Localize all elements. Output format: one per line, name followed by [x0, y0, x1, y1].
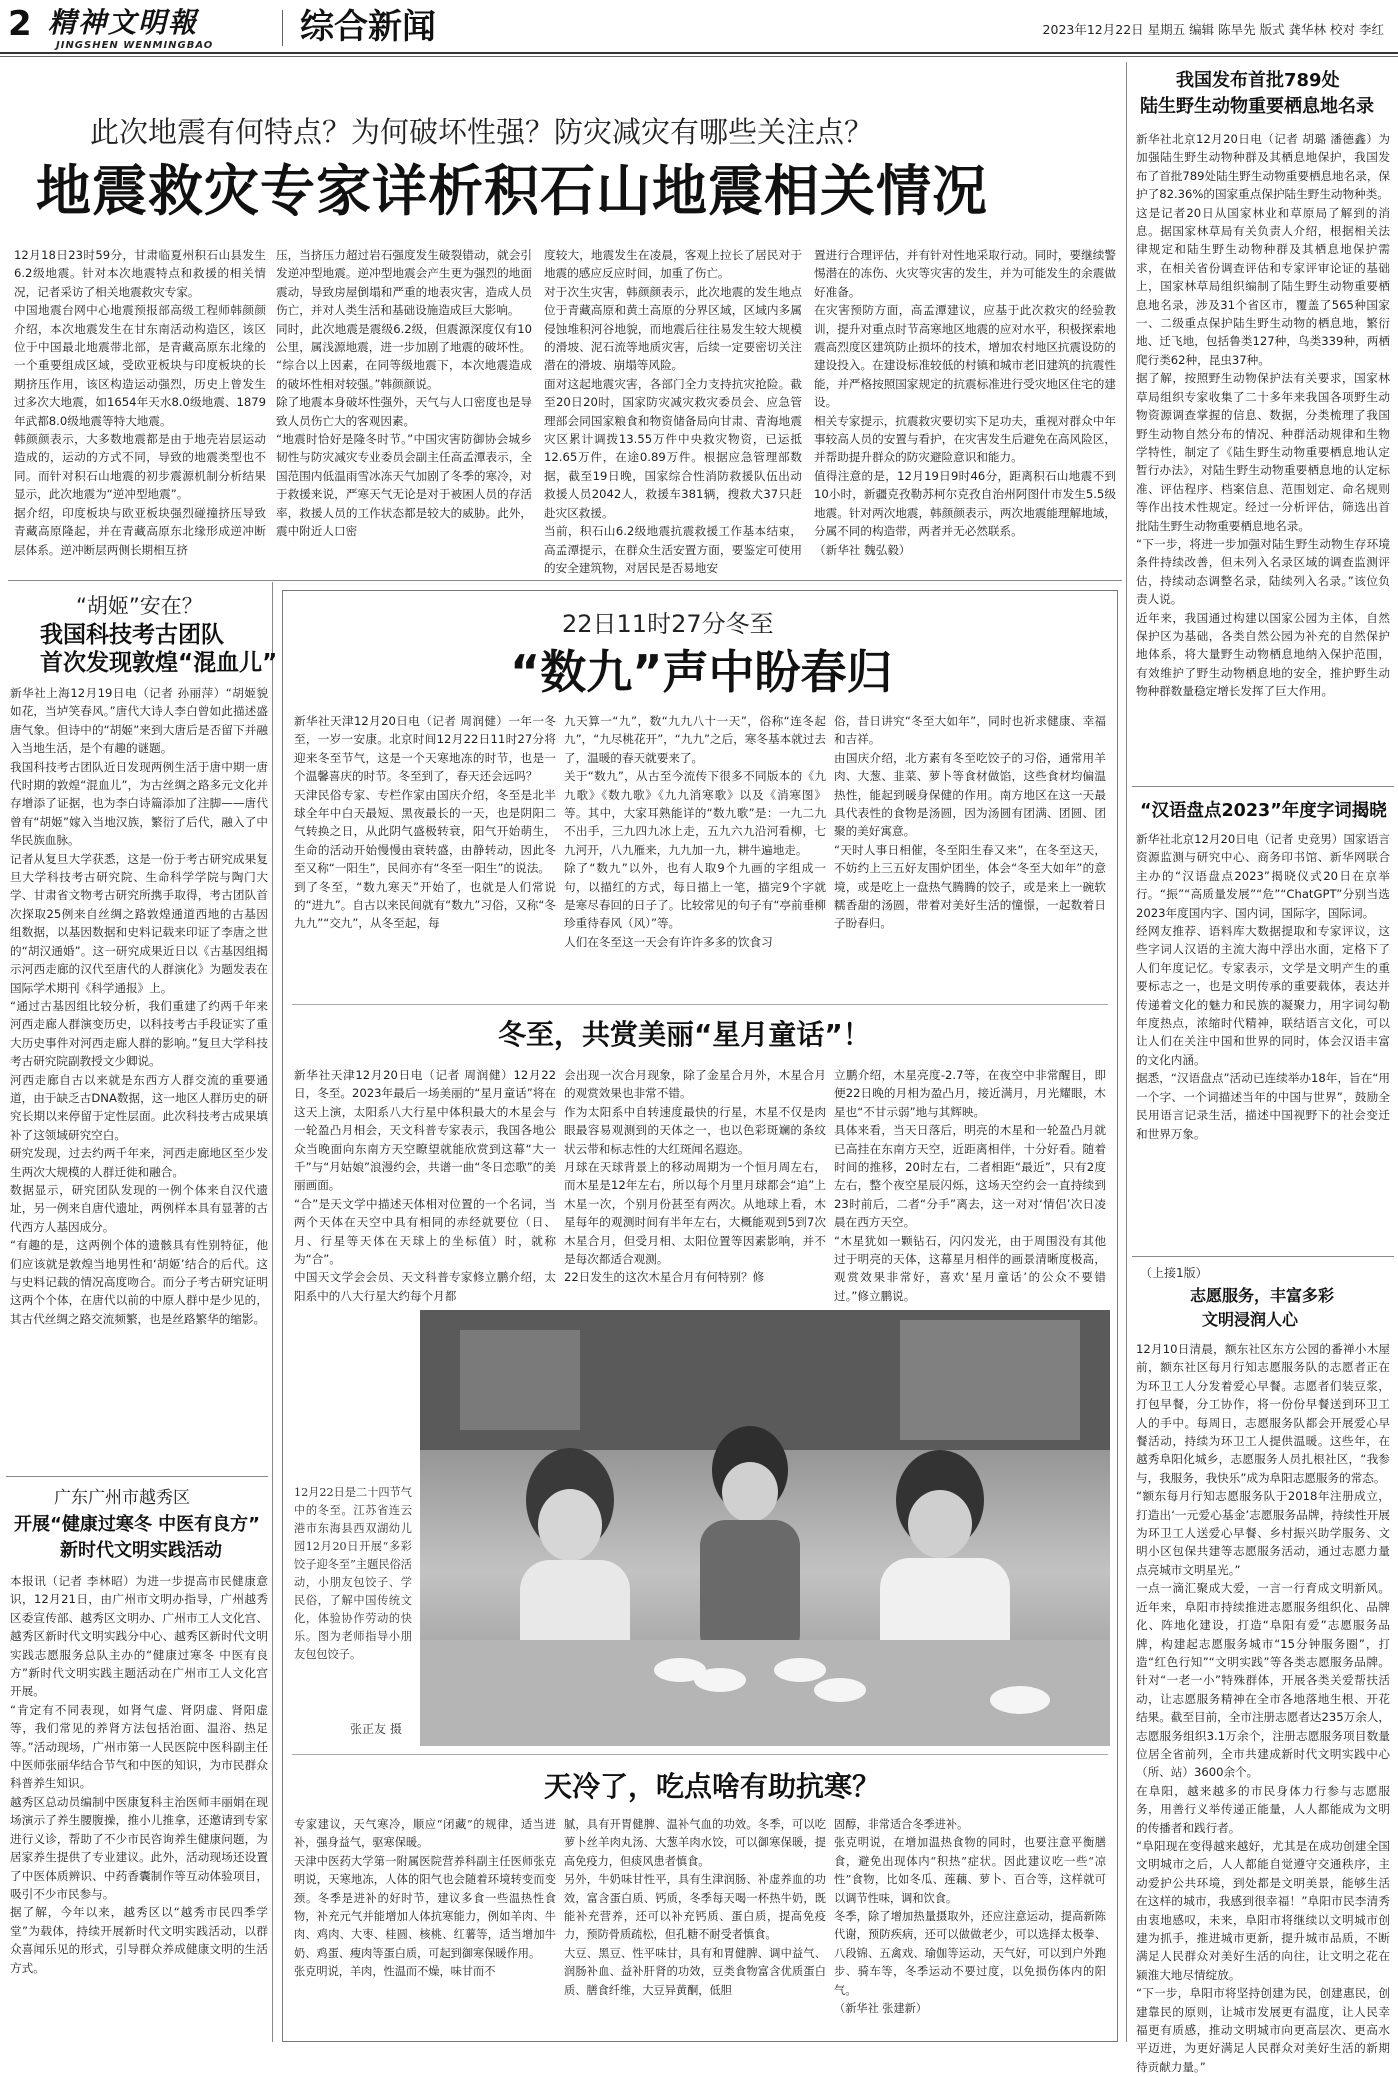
wildlife-title-2: 陆生野生动物重要栖息地名录	[1140, 96, 1374, 117]
lead-column-3: 度较大，地震发生在凌晨，客观上拉长了居民对于地震的感应反应时间，加重了伤亡。 对于次生灾害，韩颜颜表示，此次地震的发生地点位于青藏高原和黄土高原的分界区域，区域内多属侵蚀堆积河谷地貌，而地震后往往易发生较大规模的滑坡、泥石流等地质灾害，后续一定要密切关注潜在的滑坡、崩塌等风险。 面对这起地震灾害，各部门全力支持抗灾抢险。截至20日20时，国家防灾减灾救灾委员会、应急管理部会同国家粮食和物资储备局向甘肃、青海地震灾区累计调拨13.55万件中央救灾物资，已运抵12.65万件，在途0.89万件。根据应急管理部数据，截至19日晚，国家综合性消防救援队伍出动救援人员2042人，救援车381辆，搜救犬37只赶赴灾区救援。 当前，积石山6.2级地震抗震救援工作基本结束，高孟潭提示，在群众生活安置方面，要鉴定可使用的安全建筑物，对居民是否易地安	[544, 248, 802, 575]
shujiu-column-3: 俗，昔日讲究“冬至大如年”，同时也祈求健康、幸福和吉祥。 由国庆介绍，北方素有冬至吃饺子的习俗，通常用羊肉、大葱、韭菜、萝卜等食材做馅，这些食材均偏温热性，能起到暖身保健的作用。南方地区在这一天最具代表性的食物是汤圆，因为汤圆有团满、团圆、团聚的美好寓意。 “天时人事日相催，冬至阳生春又来”，在冬至这天，不妨约上三五好友围炉团坐，体会“冬至大如年”的意境，或是吃上一盘热气腾腾的饺子，或是来上一碗软糯香甜的汤圆，带着对美好生活的憧憬，一起数着日子盼春归。	[834, 714, 1106, 931]
xingyue-column-2: 会出现一次合月现象，除了金星合月外，木星合月的观赏效果也非常不错。 作为太阳系中自转速度最快的行星，木星不仅是肉眼最容易观测到的天体之一，也以色彩斑斓的条纹状云带和标志性的大红斑闻名遐迩。 月球在天球背景上的移动周期为一个恒月周左右，而木星是12年左右，所以每个月里月球都会“追”上木星一次，个别月份甚至有两次。从地球上看，木星每年的观测时间有半年左右，大概能观到5到7次木星合月，但受月相、太阳位置等因素影响，并不是每次都适合观测。 22日发生的这次木星合月有何特别？修	[564, 1068, 826, 1285]
photo-illustration	[420, 1310, 1110, 1746]
lead-column-4: 置进行合理评估，并有针对性地采取行动。同时，要继续警惕潜在的冻伤、火灾等灾害的发生，并为可能发生的余震做好准备。 在灾害预防方面，高孟潭建议，应基于此次救灾的经验教训，提升对重点时节高寒地区地震的应对水平，积极探索地震高烈度区建筑防止损坏的技术，增加农村地区抗震设防的建设投入。在建设标准较低的村镇和城市老旧建筑的抗震性能，并严格按照国家规定的抗震标准进行受灾地区住宅的建设。 相关专家提示，抗震救灾要切实下足功夫，重视对群众中年事较高人员的安置与看护，在灾害发生后避免在高风险区，并帮助提升群众的防灾避险意识和能力。 值得注意的是，12月19日9时46分，距离积石山地震不到10小时，新疆克孜勒苏柯尔克孜自治州阿图什市发生5.5级地震。针对两次地震，韩颜颜表示，两次地震能理解地域，分属不同的构造带，两者并无必然联系。 （新华社 魏弘毅）	[814, 248, 1116, 557]
masthead-pinyin: JINGSHEN WENMINGBAO	[56, 40, 214, 51]
volunteer-title-1: 志愿服务，丰富多彩	[1190, 1286, 1335, 1305]
xingyue-column-1: 新华社天津12月20日电（记者 周润健）12月22日，冬至。2023年最后一场美丽的“星月童话”将在这天上演，太阳系八大行星中体积最大的木星会与一轮盈凸月相会，天文科普专家表示，我国各地公众当晚面向东南方天空瞭望就能欣赏到这幕“大一千”与“月姑娘”浪漫约会，共谱一曲“冬日恋歌”的美丽画面。 “合”是天文学中描述天体相对位置的一个名词，当两个天体在天空中具有相同的赤经就要位（日、月、行星等天体在天球上的坐标值）时，就称为“合”。 中国天文学会会员、天文科普专家修立鹏介绍，太阳系中的八大行星大约每个月都	[294, 1068, 556, 1303]
lead-column-1: 12月18日23时59分，甘肃临夏州积石山县发生6.2级地震。针对本次地震特点和救援的相关情况，记者采访了相关地震救灾专家。 中国地震台网中心地震预报部高级工程师韩颜颜介绍，本次地震发生在甘东南活动构造区，该区位于中国最北地震带北部，是青藏高原东北缘的一个重要组成区域，受欧亚板块与印度板块的长期挤压作用，该区构造运动强烈，历史上曾发生过多次大地震，如1654年天水8.0级地震、1879年武都8.0级地震等特大地震。 韩颜颜表示，大多数地震都是由于地壳岩层运动造成的，运动的方式不同，导致的地震类型也不同。而针对积石山地震的初步震源机制分析结果显示，此次地震为“逆冲型地震”。 据介绍，印度板块与欧亚板块强烈碰撞挤压导致青藏高原隆起，并在青藏高原东北缘形成逆冲断层体系。逆冲断层两侧长期相互挤	[14, 248, 266, 557]
lead-headline: 地震救灾专家详析积石山地震相关情况	[36, 159, 989, 223]
shujiu-kicker: 22日11时27分冬至	[562, 610, 774, 638]
kanghan-column-2: 腻，具有开胃健脾、温补气血的功效。冬季，可以吃萝卜丝羊肉丸汤、大葱羊肉水饺，可以御寒保暖，提高免疫力，但痰风患者慎食。 另外，牛奶味甘性平，具有生津润肠、补虚养血的功效，富含蛋白质、钙质，冬季每天喝一杯热牛奶，既能补充营养，还可以补充钙质、蛋白质，提高免疫力，预防骨质疏松，但孔糖不耐受者慎食。 大豆、黑豆、性平味甘，具有和胃健脾、调中益气、润肠补血、益补肝肾的功效，豆类食物富含优质蛋白质、膳食纤维，大豆异黄酮，低胆	[564, 1818, 826, 1997]
xingyue-headline: 冬至，共赏美丽“星月童话”！	[498, 1018, 871, 1051]
yx-body: 本报讯（记者 李林昭）为进一步提高市民健康意识，12月21日，由广州市文明办指导，广州越秀区委宣传部、越秀区文明办、广州市工人文化宫、越秀区新时代文明实践分中心、越秀区新时代文明实践志愿服务总队主办的“健康过寒冬 中医有良方”新时代文明实践主题活动在广州市工人文化宫开展。 “肯定有不同表现，如肾气虚、肾阴虚、肾阳虚等，我们常见的养肾方法包括治面、温浴、热足等。”活动现场，广州市第一人民医院中医科副主任中医师张丽华结合节气和中医的知识，为市民群众科普养生知识。 越秀区总动员编制中医康复科主治医师丰丽娟在现场演示了养生腰腹操，推小儿推拿，还邀请到专家进行义诊，帮助了不少市民咨询养生健康问题，为居家养生提供了专业建议。此外，活动现场还设置了中医体质辨识、中药香囊制作等互动体验项目，吸引不少市民参与。 据了解，今年以来，越秀区以“越秀市民四季学堂”为载体，持续开展新时代文明实践活动，以群众喜闻乐见的形式，引导群众养成健康文明的生活方式。	[10, 1574, 268, 1975]
shujiu-headline: “数九”声中盼春归	[510, 645, 893, 699]
shujiu-column-1: 新华社天津12月20日电（记者 周润健）一年一冬至，一岁一安康。北京时间12月22日11时27分将迎来冬至节气，这是一个天寒地冻的时节，也是一个温馨喜庆的时节。冬至到了，春天还会远吗？ 天津民俗专家、专栏作家由国庆介绍，冬至是北半球全年中白天最短、黑夜最长的一天，也是阴阳二气转换之日，从此阴气盛极转衰，阳气开始萌生，生命的活动开始慢慢由衰转盛，由静转动，因此冬至又称“一阳生”，民间亦有“冬至一阳生”的说法。 到了冬至，“数九寒天”开始了，也就是人们常说的“进九”。自古以来民间就有“数九”习俗，又称“冬九九”“交九”，从冬至起，每	[294, 714, 556, 931]
masthead-logo: 精神文明報	[48, 6, 199, 39]
hanyu-body: 新华社北京12月20日电（记者 史竞男）国家语言资源监测与研究中心、商务印书馆、新华网联合主办的“汉语盘点2023”揭晓仪式20日在京举行。“振”“高质量发展”“危”“ChatGPT”分别当选2023年度国内字、国内词，国际字，国际词。 经网友推荐、语料库大数据提取和专家评议，这些字词人汉语的主流大海中浮出水面，定格下了人们年度记忆。专家表示，文学是文明产生的重要标志之一，也是文明传承的重要载体，表达并传递着文化的魅力和民族的凝聚力，用字词勾勒年度热点，浓缩时代精神，联结语言文化，可以让人们在关注中国和世界的同时，体会汉语丰富的文化内涵。 据悉，“汉语盘点”活动已连续举办18年，旨在“用一个字、一个词描述当年的中国与世界”，鼓励全民用语言记录生活，描述中国视野下的社会变迁和世界万象。	[1136, 832, 1390, 1141]
photo-credit: 张正友 摄	[350, 1722, 402, 1736]
kanghan-column-3: 固醇，非常适合冬季进补。 张克明说，在增加温热食物的同时，也要注意平衡膳食，避免出现体内“积热”症状。因此建议吃一些“凉性”食物，比如冬瓜、莲藕、萝卜、百合等，这样就可以调节性味，调和饮食。 冬季，除了增加热量摄取外，还应注意运动，提高新陈代谢，预防疾病，还可以做做老少，可以选择太极拳、八段锦、五禽戏、瑜伽等运动，天气好，可以到户外跑步、骑车等，冬季运动不要过度，以免损伤体内的阳气。 （新华社 张建新）	[834, 1818, 1106, 2016]
yx-title-1: 开展“健康过寒冬 中医有良方”	[14, 1514, 260, 1535]
kanghan-headline: 天冷了，吃点啥有助抗寒？	[544, 1770, 881, 1803]
hu-kicker: “胡姬”安在？	[76, 594, 203, 618]
section-name: 综合新闻	[300, 7, 436, 47]
kanghan-column-1: 专家建议，天气寒冷，顺应“闭藏”的规律，适当进补，强身益气，驱寒保暖。 天津中医药大学第一附属医院营养科副主任医师张克明说，天寒地冻，人体的阳气也会随着环境转变而变颈。冬季是进补的好时节，建议多食一些温热性食物，补充元气并能增加人体抗寒能力，例如羊肉、牛肉、鸡肉、大枣、桂圆、核桃、红薯等，适当增加牛奶、鸡蛋、瘦肉等蛋白质，可起到御寒保暖作用。 张克明说，羊肉，性温而不燥，味甘而不	[294, 1818, 556, 1979]
hu-title-2: 首次发现敦煌“混血儿”	[40, 650, 278, 676]
jump-label: （上接1版）	[1140, 1266, 1208, 1280]
page-info: 2023年12月22日 星期五 编辑 陈旱先 版式 龚华林 校对 李红	[1042, 22, 1384, 37]
hanyu-title: “汉语盘点2023”年度字词揭晓	[1140, 801, 1387, 821]
hu-body: 新华社上海12月19日电（记者 孙丽萍）“胡姬貌如花，当垆笑春风。”唐代大诗人李白曾如此描述盛唐气象。但诗中的“胡姬”来到大唐后是否留下并融入当地生活，是个有趣的谜题。 我国科技考古团队近日发现两例生活于唐中期一唐代时期的敦煌“混血儿”，为古丝绸之路多元文化并存增添了证据，也为李白诗篇添加了注脚——唐代曾有“胡姬”嫁入当地汉族，繁衍了后代，融入了中华民族血脉。 记者从复旦大学获悉，这是一份于考古研究成果复旦大学科技考古研究院、生命科学学院与陶门大学、甘肃省文物考古研究所携手取得，考古团队首次探取25例来自丝绸之路敦煌通道西地的古基因组数据，以基因数据和史料记载来印证了李唐之世的“胡汉通婚”。这一研究成果近日以《古基因组揭示河西走廊的汉代至唐代的人群演化》为题发表在国际学术期刊《科学通报》上。 “通过古基因组比较分析，我们重建了约两千年来河西走廊人群演变历史，以科技考古手段证实了重大历史事件对河西走廊人群的影响。”复旦大学科技考古研究院副教授文少卿说。 河西走廊自古以来就是东西方人群交流的重要通道，由于缺乏古DNA数据，这一地区人群历史的研究长期以来停留于定性层面。此次科技考古成果填补了这领域研究空白。 研究发现，过去约两千年来，河西走廊地区至少发生两次大规模的人群迁徙和融合。 数据显示，研究团队发现的一例个体来自汉代遗址，另一例来自唐代遗址，两例样本具有显著的古代西方人基因成分。 “有趣的是，这两例个体的遗骸具有性别特征，他们应该就是敦煌当地男性和‘胡姬’结合的后代。这与史料记载的情况高度吻合。而分子考古研究证明这两个个体，在唐代以前的中原人群中是少见的，其古代丝绸之路交流频繁，也是丝路繁华的缩影。	[10, 686, 268, 1326]
volunteer-body: 12月10日清晨，额东社区东方公园的番禅小木屋前，额东社区每月行知志愿服务队的志愿者正在为环卫工人分发着爱心早餐。志愿者们装豆浆，打包早餐，分工协作，将一份份早餐送到环卫工人的手中。每周日，志愿服务队都会开展爱心早餐活动，持续为环卫工人提供温暖。这些年，在越秀阜阳化城乡，志愿服务人员扎根社区，“我参与，我服务，我快乐”成为阜阳志愿服务的常态。 “额东每月行知志愿服务队于2018年注册成立，打造出‘一元爱心基金’志愿服务品牌，持续性开展为环卫工人送爱心早餐、乡村振兴助学服务、文明小区包保共建等志愿服务活动，通过志愿力量点亮城市文明星光。” 一点一滴汇聚成大爱，一言一行育成文明新风。近年来，阜阳市持续推进志愿服务组织化、品牌化、阵地化建设，打造“阜阳有爱”志愿服务品牌，构建起志愿服务城市“15分钟服务圈”，打造“红色行知”“文明实践”等各类志愿服务品牌。针对“一老一小”特殊群体，开展各类关爱帮扶活动，让志愿服务精神在全市各地落地生根、开花结果。截至目前，全市注册志愿者达235万余人，志愿服务组织3.1万余个，注册志愿服务项目数量位居全省前列，全市共建成新时代文明实践中心（所、站）3600余个。 在阜阳，越来越多的市民身体力行参与志愿服务，用善行义举传递正能量，人人都能成为文明的传播者和践行者。 “阜阳现在变得越来越好，尤其是在成功创建全国文明城市之后，人人都能自觉遵守交通秩序，主动爱护公共环境，到处都是文明美景，能够生活在这样的城市，我感到很幸福！”阜阳市民李清秀由衷地感叹，未来，阜阳市将继续以文明城市创建为抓手，推进城市更新，提升城市品质，不断满足人民群众对美好生活的向往，让文明之花在颍淮大地尽情绽放。 “下一步，阜阳市将坚持创建为民，创建惠民，创建靠民的原则，让城市发展更有温度，让人民幸福更有质感，推动文明城市向更高层次、更高水平迈进，为更好满足人民群众对美好生活的新期待贡献力量。”	[1136, 1342, 1391, 2074]
lead-kicker: 此次地震有何特点？为何破坏性强？防灾减灾有哪些关注点？	[90, 115, 874, 149]
page-number: 2	[8, 4, 32, 44]
xingyue-column-3: 立鹏介绍，木星亮度-2.7等，在夜空中非常醒目，即便22日晚的月相为盈凸月，接近满月，月光耀眼，木星也“不甘示弱”地与其辉映。 具体来看，当天日落后，明亮的木星和一轮盈凸月就已高挂在东南方天空，近距离相伴，十分好看。随着时间的推移，20时左右，二者相距“最近”，只有2度左右，整个夜空星辰闪烁，这场天空约会一直持续到23时前后，二者“分手”离去，这一对对‘情侣’次日凌晨在西方天空。 “木星犹如一颗钻石，闪闪发光，由于周围没有其他过于明亮的天体，这幕星月相伴的画景清晰度极高，观赏效果非常好，喜欢‘星月童话’的公众不要错过。”修立鹏说。	[834, 1068, 1106, 1303]
hu-title-1: 我国科技考古团队	[40, 622, 224, 648]
shujiu-column-2: 九天算一“九”，数“九九八十一天”，俗称“连冬起九”，“九尽桃花开”，“九九”之后，寒冬基本就过去了，温暖的春天就要来了。 关于“数九”，从古至今流传下很多不同版本的《九九歌》《数九歌》《九九消寒歌》以及《消寒图》等。其中，大家耳熟能详的“数九歌”是：一九二九不出手，三九四九冰上走，五九六九沿河看柳，七九河开，八九雁来，九九加一九，耕牛遍地走。 除了“数九”以外，也有人取9个九画的字组成一句，以描红的方式，每日描上一笔，描完9个字就是寒尽春回的日子了。比较常见的句子有“亭前垂柳珍重待春风（风）”等。 人们在冬至这一天会有许许多多的饮食习	[564, 714, 826, 949]
wildlife-body: 新华社北京12月20日电（记者 胡璐 潘德鑫）为加强陆生野生动物种群及其栖息地保护，我国发布了首批789处陆生野生动物重要栖息地名录，保护了82.36%的国家重点保护陆生野生动物种类。 这是记者20日从国家林业和草原局了解到的消息。据国家林草局有关负责人介绍，根据相关法律规定和陆生野生动物种群及其栖息地保护需求，在相关省份调查评估和专家评审论证的基础上，国家林草局组织编制了陆生野生动物重要栖息地名录，涉及31个省区市，覆盖了565种国家一、二级重点保护陆生野生动物的栖息地，繁衍地、迁飞地，包括鲁类127种，鸟类339种，两栖爬行类62种，昆虫37种。 据了解，按照野生动物保护法有关要求，国家林草局组织专家收集了二十多年来我国各项野生动物资源调查掌握的信息、数据，分类梳理了我国野生动物自然分布的情况、种群活动规律和生物学特性，制定了《陆生野生动物重要栖息地认定暂行办法》，对陆生野生动物重要栖息地的认定标准、评估程序、档案信息、范围划定、命名规则等作出技术性规定。经过一分析评估，筛选出首批陆生野生动物重要栖息地名录。 “下一步，将进一步加强对陆生野生动物生存环境条件持续改善，但未列入名录区域的调查监测评估，持续动态调整名录，陆续列入名录。”该位负责人说。 近年来，我国通过构建以国家公园为主体，自然保护区为基础，各类自然公园为补充的自然保护地体系，将大量野生动物栖息地纳入保护范围，有效维护了野生动物栖息地的安全，推护野生动物种群数量稳定增长发挥了巨大作用。	[1136, 132, 1391, 699]
wildlife-title-1: 我国发布首批789处	[1176, 70, 1340, 91]
news-photo	[420, 1310, 1110, 1746]
lead-column-2: 压，当挤压力超过岩石强度发生破裂错动，就会引发逆冲型地震。逆冲型地震会产生更为强烈的地面震动，导致房屋倒塌和严重的地表灾害，造成人员伤亡，并对人类生活和基础设施造成巨大影响。 同时，此次地震是震级6.2级，但震源深度仅有10公里，属浅源地震，进一步加剧了地震的破坏性。 “综合以上因素，在同等级地震下，本次地震造成的破坏性相对较强。”韩颜颜说。 除了地震本身破坏性强外，天气与人口密度也是导致人员伤亡大的客观因素。 “地震时恰好是隆冬时节。”中国灾害防御协会城乡韧性与防灾减灾专业委员会副主任高孟潭表示，全国范围内低温雨雪冰冻天气加剧了冬季的寒冷，对于救援来说，严寒天气无论是对于被困人员的存活率，救援人员的工作状态都是较大的威胁。此外，震中附近人口密	[276, 248, 532, 539]
yx-title-2: 新时代文明实践活动	[60, 1540, 222, 1561]
photo-caption: 12月22日是二十四节气中的冬至。江苏省连云港市东海县西双湖幼儿园12月20日开展“多彩饺子迎冬至”主题民俗活动，小朋友包饺子、学民俗，了解中国传统文化，体验协作劳动的快乐。图为老师指导小朋友包包饺子。	[294, 1486, 412, 1661]
yx-kicker: 广东广州市越秀区	[54, 1488, 190, 1508]
volunteer-title-2: 文明浸润人心	[1202, 1310, 1299, 1329]
